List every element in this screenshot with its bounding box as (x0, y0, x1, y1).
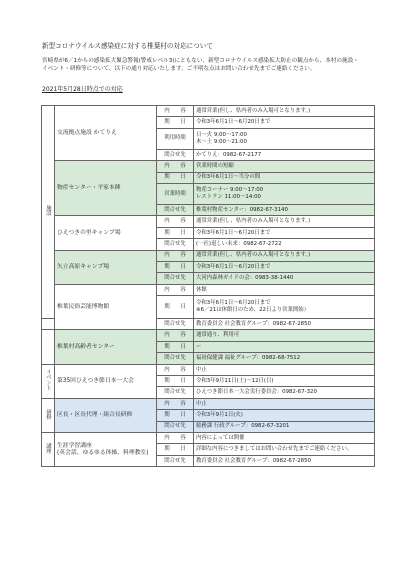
label-contact: 問合せ先 (157, 149, 194, 160)
label-period: 期 日 (157, 296, 194, 319)
training-name: 区長・区長代理・組合長研修 (55, 398, 157, 432)
period-value: 令和3年6月1日～当分の間 (194, 172, 375, 183)
page-title: 新型コロナウイルス感染症に対する椎葉村の対応について (42, 42, 213, 50)
label-period: 期 日 (157, 444, 194, 455)
table-row (42, 161, 375, 172)
contact-value: 椎葉村物産センター：0982-67-3140 (194, 204, 375, 215)
facility-name: 物産センター・平家本陣 (55, 161, 157, 216)
content-value: 中止 (194, 364, 375, 375)
table-row (42, 330, 375, 341)
content-value: 通常営業(但し、県内者のみ入場可となります。) (194, 216, 375, 227)
label-period: 期 日 (157, 261, 194, 272)
label-contact: 問合せ先 (157, 239, 194, 250)
section-lectures: 講座 (42, 432, 55, 466)
label-content: 内 容 (157, 106, 194, 117)
contact-value: 総務課 行政グループ：0982-67-3201 (194, 421, 375, 432)
facility-name: 椎葉村高齢者センター (55, 330, 157, 364)
period-value: 令和3年9月11日(土)～12日(日) (194, 376, 375, 387)
label-content: 内 容 (157, 250, 194, 261)
facility-name: 交流拠点施設 かてりえ (55, 106, 157, 161)
label-content: 内 容 (157, 398, 194, 409)
period-value: 令和3年9月1日(火) (194, 410, 375, 421)
facility-name: 矢立高原キャンプ場 (55, 250, 157, 284)
hours-line: 木～土 9:00～21:00 (196, 138, 247, 145)
table-row (42, 216, 375, 227)
label-content: 内 容 (157, 364, 194, 375)
label-contact: 問合せ先 (157, 319, 194, 330)
period-value: 令和3年6月1日～6月20日まで (194, 227, 375, 238)
label-hours: 利用時間 (157, 128, 194, 149)
section-training: 研修 (42, 398, 55, 432)
label-content: 内 容 (157, 161, 194, 172)
label-contact: 問合せ先 (157, 387, 194, 398)
hours-line: 物産コーナー 9:00～17:00 (196, 187, 264, 194)
content-value: 中止 (194, 398, 375, 409)
label-content: 内 容 (157, 432, 194, 443)
table-row (42, 364, 375, 375)
label-content: 内 容 (157, 216, 194, 227)
table-row (42, 398, 375, 409)
content-value: 休館 (194, 284, 375, 295)
label-period: 期 日 (157, 227, 194, 238)
content-value: 通常営業(但し、県内者のみ入場可となります。) (194, 106, 375, 117)
content-value: 内容によっては開催 (194, 432, 375, 443)
label-content: 内 容 (157, 284, 194, 295)
facility-name: ひえつきの里キャンプ場 (55, 216, 157, 250)
period-value: ー (194, 341, 375, 352)
facility-name: 椎葉民俗芸能博物館 (55, 284, 157, 330)
intro-paragraph: 宮崎県が6／1からの感染拡大緊急警報(警戒レベル3)にともない、新型コロナウイルス感染拡大防止の観点から、本村の施設・イベント・研修等について、以下の通り対応いたします。ご不明な点はお問い合わせ先までご連絡ください。 (42, 58, 359, 73)
table-row (42, 432, 375, 443)
period-value: 詳細な内容につきましてはお問い合わせ先までご連絡ください。 (194, 444, 375, 455)
label-content: 内 容 (157, 330, 194, 341)
period-line: 令和3年6月1日～6月20日まで (196, 300, 271, 307)
label-period: 期 日 (157, 410, 194, 421)
content-value: 通常通り、利用可 (194, 330, 375, 341)
contact-value: 教育委員会 社会教育グループ：0982-67-2850 (194, 455, 375, 466)
contact-value: 大河内森林ガイドの会：0983-38-1440 (194, 273, 375, 284)
contact-value: ひえつき節日本一大会実行委員会：0982-67-320 (194, 387, 375, 398)
label-period: 期 日 (157, 376, 194, 387)
section-facilities: 施設 (42, 106, 55, 319)
label-period: 期 日 (157, 117, 194, 128)
contact-value: (一社)退しい未来：0982-67-2722 (194, 239, 375, 250)
hours-value (194, 128, 375, 149)
label-period: 期 日 (157, 341, 194, 352)
as-of-date: 2021年5月28日時点での対応 (42, 86, 123, 93)
label-business-hours: 営業時間 (157, 183, 194, 204)
period-value: 令和3年6月1日～6月20日まで (194, 117, 375, 128)
period-value (194, 296, 375, 319)
content-value: 通常営業(但し、県内者のみ入場可となります。) (194, 250, 375, 261)
label-contact: 問合せ先 (157, 421, 194, 432)
table-row (42, 250, 375, 261)
section-events: イベント (42, 364, 55, 398)
contact-value: かてりえ：0982-67-2177 (194, 149, 375, 160)
label-contact: 問合せ先 (157, 204, 194, 215)
hours-line: 日～火 9:00～17:00 (196, 132, 247, 139)
event-name: 第35回ひえつき節日本一大会 (55, 364, 157, 398)
hours-value (194, 183, 375, 204)
label-contact: 問合せ先 (157, 273, 194, 284)
response-table (41, 105, 375, 467)
contact-value: 教育委員会 社会教育グループ：0982-67-2850 (194, 319, 375, 330)
label-contact: 問合せ先 (157, 455, 194, 466)
period-note: ※6／21は休館日のため、22日より営業開始） (196, 307, 310, 314)
lecture-name: 生涯学習講座 (英会話、ゆるゆる体操、料理教室) (55, 432, 157, 466)
period-value: 令和3年6月1日～6月20日まで (194, 261, 375, 272)
hours-line: レストラン 11:00～14:00 (196, 193, 261, 200)
content-value: 営業時間の短縮 (194, 161, 375, 172)
table-row (42, 106, 375, 117)
table-row (42, 284, 375, 295)
label-period: 期 日 (157, 172, 194, 183)
contact-value: 福祉保健課 福祉グループ：0982-68-7512 (194, 353, 375, 364)
label-contact: 問合せ先 (157, 353, 194, 364)
